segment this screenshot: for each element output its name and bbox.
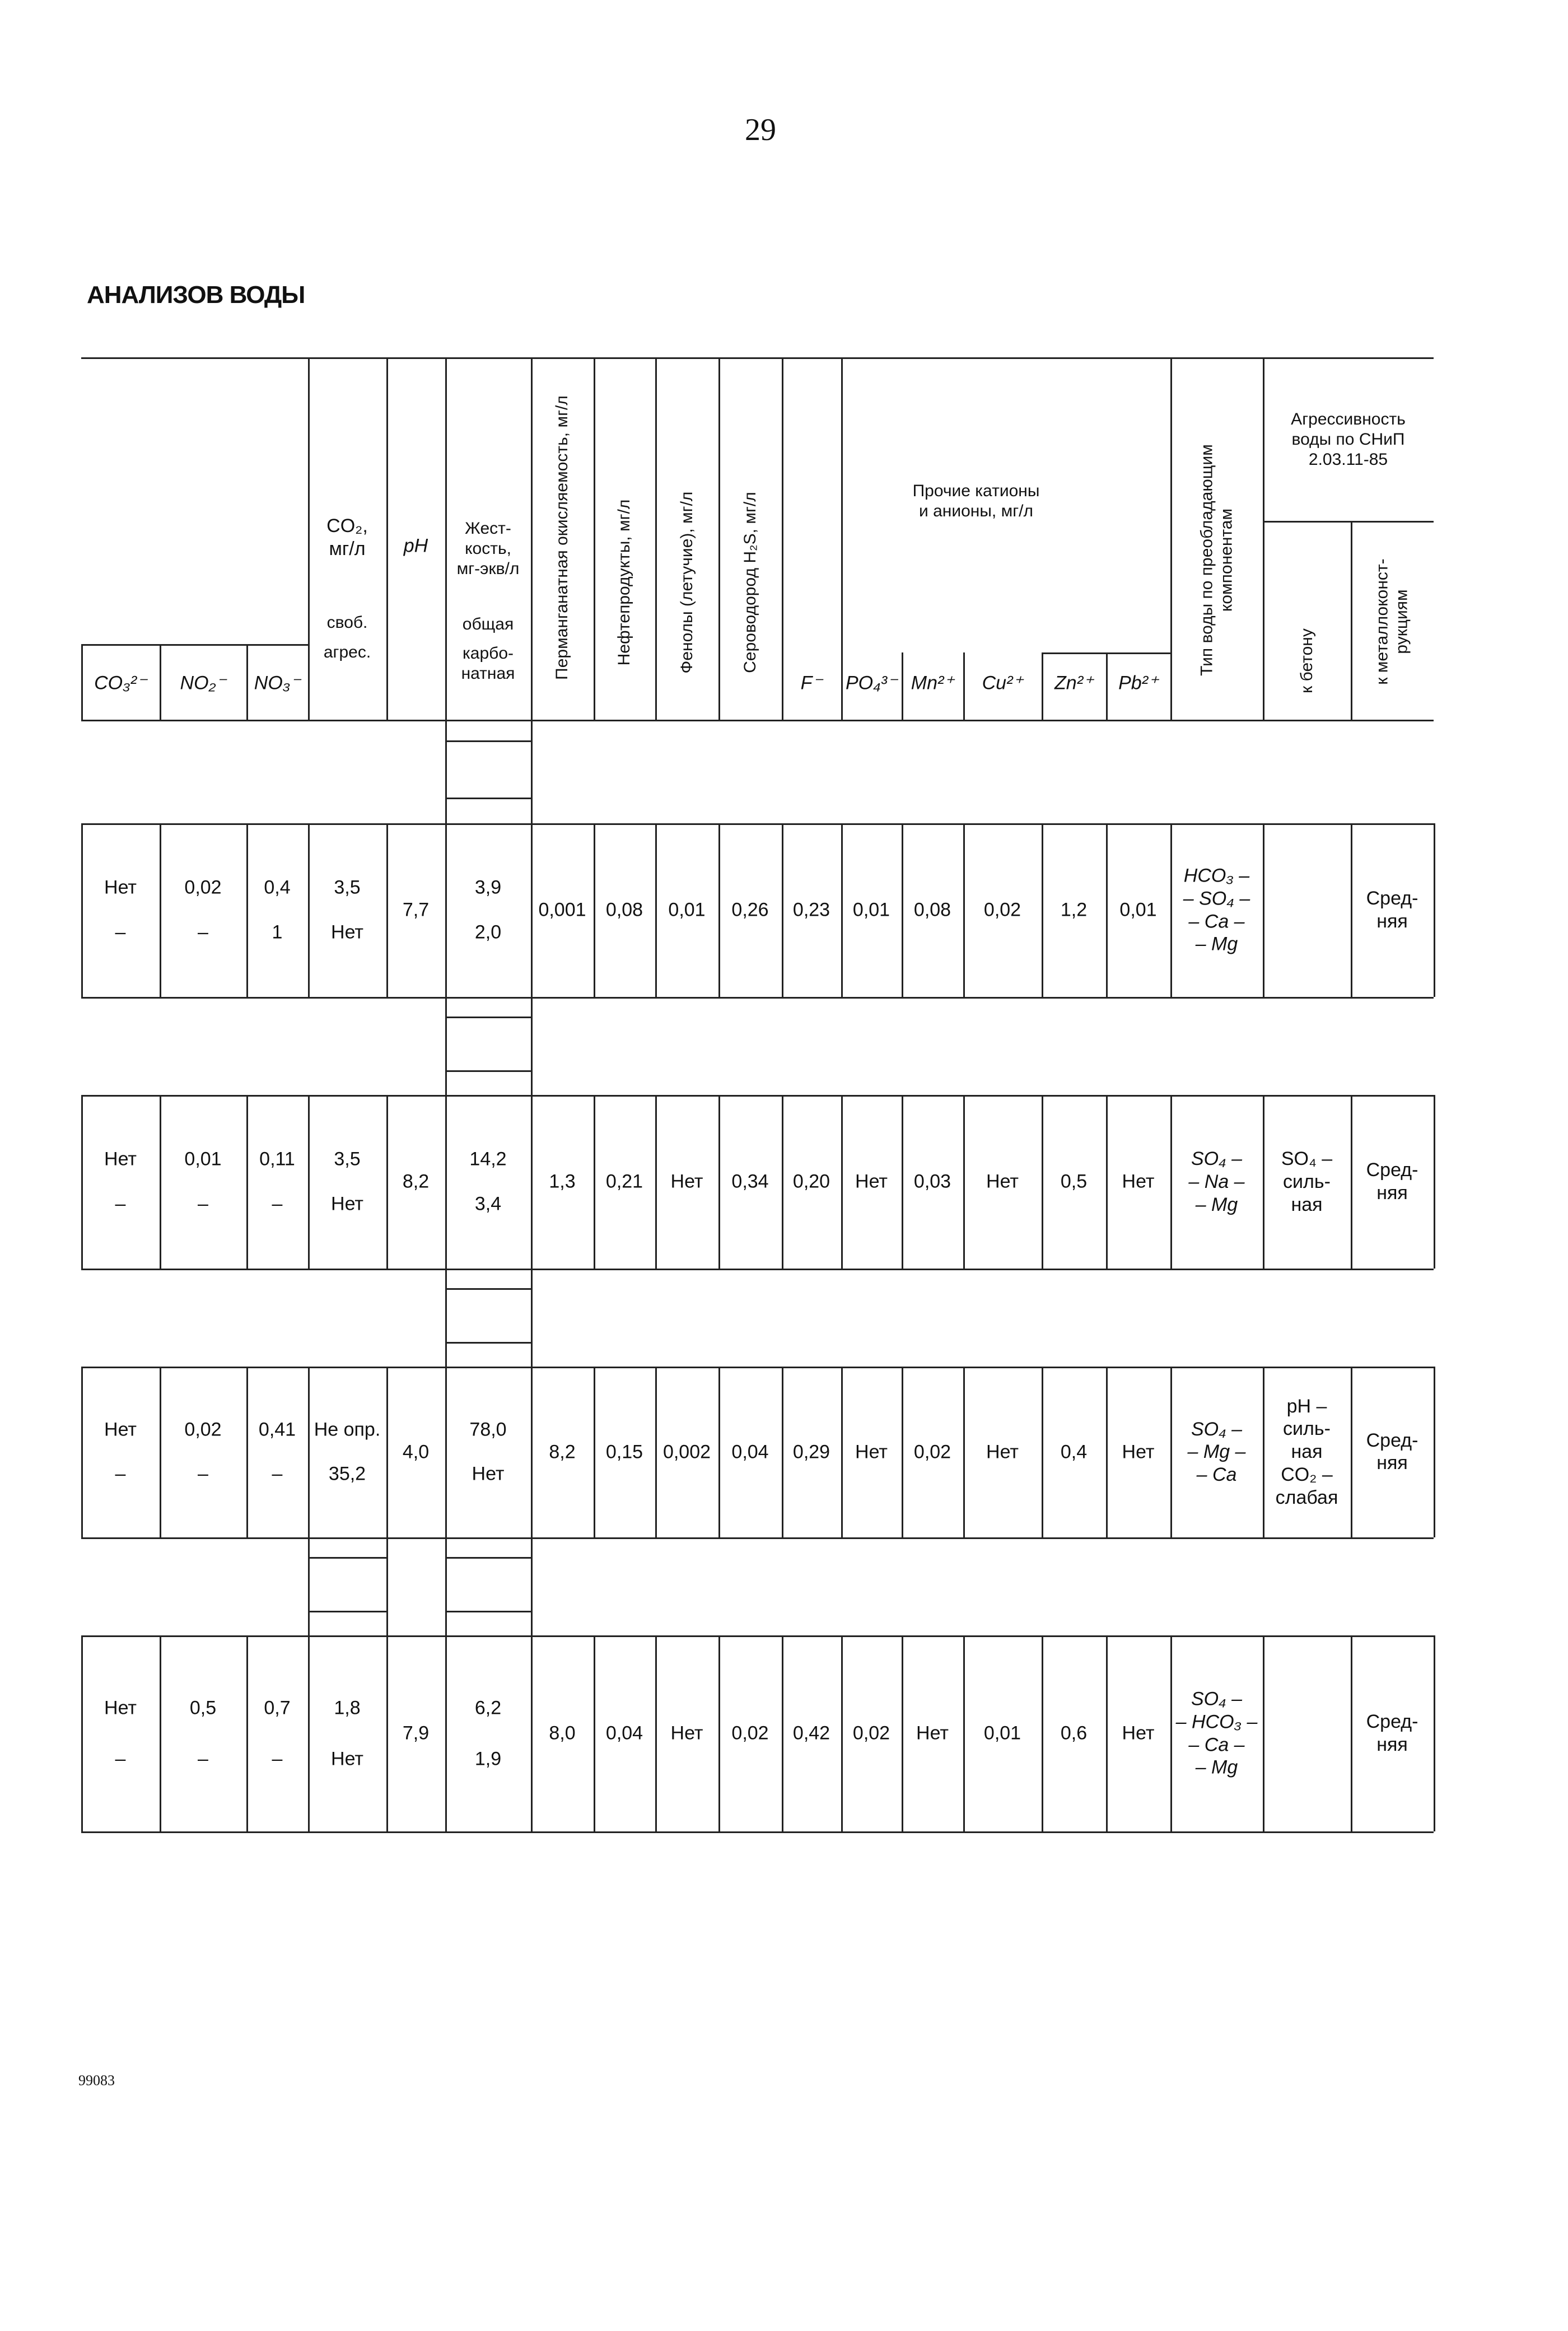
header-hardness: Жест- кость, мг-экв/л [456,519,520,578]
row-1-co3-value-2: – [115,921,126,943]
table-rule [308,1537,310,1635]
table-rule [1263,357,1264,720]
row-4-metal-aggr: Сред- няя [1366,1711,1418,1755]
row-3-concrete-aggr: pH – силь- ная CO₂ – слабая [1275,1395,1338,1508]
row-bottom-rule [81,997,1434,999]
table-rule [1351,1635,1352,1831]
header-h2s: Сероводород H₂S, мг/л [740,492,759,673]
table-rule [445,1070,531,1072]
table-rule [782,1635,783,1831]
table-rule [531,1095,533,1269]
row-2-no3-value-2: – [272,1193,283,1215]
table-rule [445,1537,447,1635]
table-rule [386,1537,388,1635]
table-rule [963,823,965,997]
table-rule [1263,823,1264,997]
table-rule [782,1095,783,1269]
row-1-hardness-carb: 2,0 [474,921,502,943]
row-2-po4: Нет [855,1171,888,1192]
row-4-co2-free: 1,8 [334,1697,361,1719]
header-top-rule [81,357,1434,359]
table-rule [963,1367,965,1537]
header-ph: pH [403,535,428,557]
table-rule [531,1269,533,1367]
row-4-pb: Нет [1122,1722,1155,1744]
row-2-hardness-total: 14,2 [469,1148,507,1170]
table-rule [1170,823,1172,997]
table-rule [1351,1095,1352,1269]
row-3-no3-value-2: – [272,1463,283,1485]
table-rule [160,1367,161,1537]
table-rule [531,720,533,823]
table-rule [718,1635,720,1831]
table-rule [531,1537,533,1635]
row-3-zn: 0,4 [1060,1441,1088,1463]
row-4-no3-value-2: – [272,1748,283,1770]
table-rule [1434,1367,1435,1537]
row-3-water-type: SO₄ – – Mg – – Ca [1187,1418,1246,1485]
row-2-h2s: 0,34 [731,1171,769,1192]
row-1-co3-value: Нет [104,877,137,898]
row-1-permanganate: 0,001 [538,899,586,921]
row-3-mn: 0,02 [913,1441,951,1463]
table-rule [1042,823,1043,997]
table-rule [963,652,965,720]
row-2-no2-value-2: – [198,1193,208,1215]
header-mn: Mn²⁺ [911,672,954,694]
row-2-permanganate: 1,3 [549,1171,576,1192]
row-2-co2-free: 3,5 [334,1148,361,1170]
table-rule [445,720,447,823]
row-2-mn: 0,03 [913,1171,951,1192]
table-rule [386,357,388,720]
table-rule [308,1557,386,1559]
table-rule [902,652,903,720]
row-2-co3-value: Нет [104,1148,137,1170]
header-other-ions: Прочие катионы и анионы, мг/л [912,482,1040,520]
table-rule [246,823,248,997]
table-rule [1170,1095,1172,1269]
row-3-co2-aggr: 35,2 [328,1463,366,1485]
table-rule [386,1635,388,1831]
row-top-rule [81,1095,1434,1097]
row-1-h2s: 0,26 [731,899,769,921]
row-4-permanganate: 8,0 [549,1722,576,1744]
row-top-rule [81,1635,1434,1637]
row-bottom-rule [81,1831,1434,1833]
table-rule [308,823,310,997]
table-rule [594,357,595,720]
row-4-po4: 0,02 [852,1722,890,1744]
table-rule [718,357,720,720]
table-rule [81,1635,83,1831]
row-4-h2s: 0,02 [731,1722,769,1744]
row-1-cu: 0,02 [983,899,1021,921]
table-rule [386,1367,388,1537]
row-top-rule [81,1367,1434,1368]
table-rule [531,823,533,997]
table-rule [841,357,843,720]
table-rule [445,1269,447,1367]
table-rule [445,357,447,720]
row-2-metal-aggr: Сред- няя [1366,1159,1418,1204]
table-rule [308,1635,310,1831]
row-1-co2-aggr: Нет [331,921,363,943]
row-3-metal-aggr: Сред- няя [1366,1429,1418,1474]
table-rule [81,644,83,720]
table-rule [1170,1367,1172,1537]
row-4-f: 0,42 [792,1722,830,1744]
table-rule [1263,1367,1264,1537]
row-4-phenols: Нет [670,1722,703,1744]
table-rule [1170,357,1172,720]
table-rule [1106,1095,1108,1269]
table-rule [718,823,720,997]
table-rule [1351,823,1352,997]
table-rule [160,823,161,997]
header-no3: NO₃⁻ [254,672,301,694]
table-rule [1263,1095,1264,1269]
row-3-no3-value: 0,41 [258,1419,296,1440]
row-2-f: 0,20 [792,1171,830,1192]
row-1-hardness-total: 3,9 [474,877,502,898]
table-rule [902,1367,903,1537]
row-1-ph: 7,7 [402,899,430,921]
row-2-no2-value: 0,01 [184,1148,222,1170]
header-hardness-carb: карбо- натная [461,644,515,683]
header-co2-aggr: агрес. [323,643,371,661]
row-bottom-rule [81,1537,1434,1539]
header-f: F⁻ [800,672,823,694]
aggr-split-rule [1263,521,1434,523]
row-4-co3-value: Нет [104,1697,137,1719]
table-rule [386,1095,388,1269]
table-rule [445,1017,531,1018]
header-co2: CO₂, мг/л [326,515,368,560]
row-2-phenols: Нет [670,1171,703,1192]
row-4-hardness-total: 6,2 [474,1697,502,1719]
table-rule [655,823,657,997]
table-rule [718,1367,720,1537]
header-aggressiveness: Агрессивность воды по СНиП 2.03.11-85 [1291,410,1406,469]
row-1-metal-aggr: Сред- няя [1366,888,1418,932]
header-to-metal: к металлоконст- рукциям [1373,558,1411,685]
table-rule [1434,1635,1435,1831]
table-rule [655,1367,657,1537]
table-rule [1042,1367,1043,1537]
row-1-pb: 0,01 [1119,899,1157,921]
table-rule [531,997,533,1095]
table-rule [782,357,783,720]
header-pb: Pb²⁺ [1118,672,1158,694]
header-no2: NO₂⁻ [180,672,226,694]
table-rule [655,1095,657,1269]
table-rule [445,740,531,742]
table-rule [531,1367,533,1537]
table-rule [246,644,248,720]
row-4-ph: 7,9 [402,1722,430,1744]
footer-code: 99083 [78,2072,115,2088]
table-rule [1434,823,1435,997]
table-rule [963,1095,965,1269]
row-2-hardness-carb: 3,4 [474,1193,502,1215]
table-rule [308,1095,310,1269]
row-3-co3-value-2: – [115,1463,126,1485]
header-water-type: Тип воды по преобладающим компонентам [1197,444,1235,676]
row-1-f: 0,23 [792,899,830,921]
table-rule [445,1635,447,1831]
table-rule [81,1367,83,1537]
table-rule [246,1367,248,1537]
table-rule [902,1095,903,1269]
header-co3: CO₃²⁻ [94,672,147,694]
row-4-cu: 0,01 [983,1722,1021,1744]
row-2-concrete-aggr: SO₄ – силь- ная [1281,1148,1333,1215]
table-rule [1106,823,1108,997]
table-rule [160,1095,161,1269]
header-split-rule [81,644,308,646]
table-title: АНАЛИЗОВ ВОДЫ [87,281,305,309]
row-1-co2-free: 3,5 [334,877,361,898]
row-4-no3-value: 0,7 [264,1697,291,1719]
header-cu: Cu²⁺ [982,672,1023,694]
table-rule [594,1095,595,1269]
row-1-oil: 0,08 [605,899,643,921]
header-bottom-rule [81,720,1434,721]
page-number: 29 [745,113,776,147]
row-4-zn: 0,6 [1060,1722,1088,1744]
table-rule [308,357,310,720]
row-bottom-rule [81,1269,1434,1270]
table-rule [718,1095,720,1269]
header-phenols: Фенолы (летучие), мг/л [677,491,696,674]
row-2-cu: Нет [986,1171,1019,1192]
table-rule [655,1635,657,1831]
table-rule [1042,1095,1043,1269]
row-3-po4: Нет [855,1441,888,1463]
row-3-cu: Нет [986,1441,1019,1463]
row-2-co3-value-2: – [115,1193,126,1215]
row-2-no3-value: 0,11 [259,1148,295,1170]
table-rule [1106,1367,1108,1537]
table-rule [1042,652,1043,720]
row-3-phenols: 0,002 [662,1441,711,1463]
row-4-no2-value-2: – [198,1748,208,1770]
row-top-rule [81,823,1434,825]
row-1-no3-value: 0,4 [264,877,291,898]
table-rule [902,823,903,997]
row-4-hardness-carb: 1,9 [474,1748,502,1770]
row-3-co2-free: Не опр. [314,1419,381,1440]
row-3-f: 0,29 [792,1441,830,1463]
header-to-concrete: к бетону [1297,628,1316,693]
row-2-water-type: SO₄ – – Na – – Mg [1188,1148,1245,1215]
table-rule [81,823,83,997]
table-rule [1351,521,1352,720]
table-rule [1170,1635,1172,1831]
table-rule [841,1095,843,1269]
table-rule [445,798,531,799]
header-po4: PO₄³⁻ [845,672,898,694]
row-3-no2-value: 0,02 [184,1419,222,1440]
table-rule [386,823,388,997]
table-rule [841,1635,843,1831]
table-rule [160,644,161,720]
row-4-oil: 0,04 [605,1722,643,1744]
row-4-no2-value: 0,5 [189,1697,217,1719]
table-rule [308,1611,386,1612]
row-1-mn: 0,08 [913,899,951,921]
header-oil: Нефтепродукты, мг/л [614,499,633,666]
table-rule [445,823,447,997]
row-2-oil: 0,21 [605,1171,643,1192]
row-4-water-type: SO₄ – – HCO₃ – – Ca – – Mg [1175,1688,1258,1778]
row-3-hardness-carb: Нет [472,1463,505,1485]
table-rule [445,1557,531,1559]
row-4-mn: Нет [916,1722,949,1744]
row-3-hardness-total: 78,0 [469,1419,507,1440]
table-rule [445,997,447,1095]
header-permanganate: Перманганатная окисляемость, мг/л [552,395,571,680]
table-rule [246,1635,248,1831]
table-rule [531,1635,533,1831]
row-3-permanganate: 8,2 [549,1441,576,1463]
row-3-h2s: 0,04 [731,1441,769,1463]
row-2-pb: Нет [1122,1171,1155,1192]
table-rule [246,1095,248,1269]
table-rule [1263,1635,1264,1831]
table-rule [445,1288,531,1290]
header-co2-free: своб. [326,613,368,632]
header-zn: Zn²⁺ [1054,672,1093,694]
table-rule [445,1367,447,1537]
table-rule [782,823,783,997]
row-4-co3-value-2: – [115,1748,126,1770]
table-rule [594,1635,595,1831]
row-1-zn: 1,2 [1060,899,1088,921]
row-2-zn: 0,5 [1060,1171,1088,1192]
table-rule [841,823,843,997]
table-rule [531,357,533,720]
table-rule [1434,1095,1435,1269]
table-rule [445,1342,531,1344]
row-3-ph: 4,0 [402,1441,430,1463]
table-rule [1351,1367,1352,1537]
row-2-ph: 8,2 [402,1171,430,1192]
row-3-oil: 0,15 [605,1441,643,1463]
table-rule [445,1611,531,1612]
table-rule [1106,1635,1108,1831]
table-rule [1042,1635,1043,1831]
table-rule [655,357,657,720]
row-1-no3-value-2: 1 [272,921,283,943]
header-hardness-total: общая [462,615,514,633]
table-rule [902,1635,903,1831]
table-rule [782,1367,783,1537]
row-1-po4: 0,01 [852,899,890,921]
row-1-no2-value-2: – [198,921,208,943]
row-3-no2-value-2: – [198,1463,208,1485]
table-rule [594,823,595,997]
table-rule [160,1635,161,1831]
table-rule [963,1635,965,1831]
row-3-pb: Нет [1122,1441,1155,1463]
row-2-co2-aggr: Нет [331,1193,363,1215]
table-rule [81,1095,83,1269]
row-1-no2-value: 0,02 [184,877,222,898]
table-rule [1106,652,1108,720]
table-rule [445,1095,447,1269]
row-1-water-type: HCO₃ – – SO₄ – – Ca – – Mg [1183,865,1250,955]
table-rule [594,1367,595,1537]
row-1-phenols: 0,01 [668,899,706,921]
table-rule [841,1367,843,1537]
table-rule [308,1367,310,1537]
row-3-co3-value: Нет [104,1419,137,1440]
row-4-co2-aggr: Нет [331,1748,363,1770]
